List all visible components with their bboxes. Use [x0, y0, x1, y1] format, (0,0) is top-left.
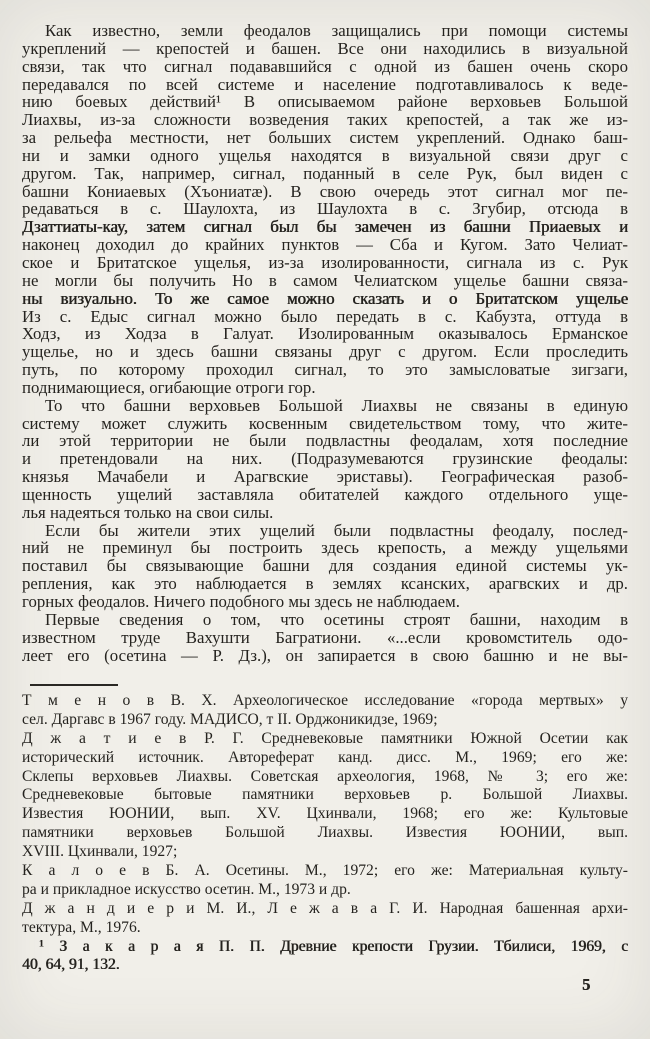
text-line: горных феодалов. Ничего подобного мы здесь не наблюдаем.	[22, 592, 460, 611]
text-line: Ходз, из Ходза в Галуат. Изолированным оказывалось Ерманское	[22, 324, 628, 344]
page-number: 5	[582, 975, 591, 994]
main-text	[22, 22, 628, 664]
text-line: Д ж а н д и е р и М. И., Л е ж а в а Г. И. Народная башенная архи-	[22, 899, 628, 917]
text-line: Если бы жители этих ущелий были подвластны феодалу, послед-	[45, 520, 628, 540]
text-line: 40, 64, 91, 132.	[22, 956, 120, 974]
text-line: башни Кониаевых (Хъониатæ). В свою очередь этот сигнал мог пе-	[22, 181, 628, 201]
text-line: исторический источник. Автореферат канд. дисс. М., 1969; его же:	[22, 748, 628, 766]
text-line: систему может служить косвенным свидетельством тому, что жите-	[22, 413, 628, 433]
paragraph	[22, 522, 628, 611]
text-line: укреплений — крепостей и башен. Все они находились в визуальной	[22, 38, 628, 58]
text-line: нию боевых действий¹ В описываемом районе верховьев Большой	[22, 92, 628, 112]
text-line: репления, как это наблюдается в землях ксанских, арагвских и др.	[22, 574, 628, 594]
footnote-entry	[22, 938, 628, 976]
text-line: не могли бы получить Но в самом Челиатском ущелье башни связа-	[22, 270, 628, 290]
text-line: XVIII. Цхинвали, 1927;	[22, 843, 178, 861]
text-line: ний не преминул бы построить здесь крепость, а между ущельями	[22, 538, 628, 558]
footnote-entry	[22, 692, 628, 730]
text-line: за рельефа местности, нет больших систем укреплений. Однако баш-	[22, 128, 628, 148]
text-line: поднимающиеся, огибающие отроги гор.	[22, 377, 316, 397]
footnote-entry	[22, 900, 628, 938]
text-line: лья надеяться только на свои силы.	[22, 502, 274, 522]
text-line: ны визуально. То же самое можно сказать и о Бритатском ущелье	[22, 288, 628, 308]
paragraph	[22, 611, 628, 665]
text-line: тектура, М., 1976.	[22, 918, 141, 936]
text-line: и претендовали на них. (Подразумеваются грузинские феодалы:	[22, 449, 628, 469]
footnotes	[22, 692, 628, 975]
text-line: ли этой территории не были подвластны феодалам, хотя последние	[22, 431, 628, 451]
text-line: передавался по всей системе и население подготавливалось к веде-	[22, 74, 628, 94]
text-line: Лиахвы, из-за сложности возведения таких крепостей, а так же из-	[22, 110, 628, 130]
text-line: князья Мачабели и Арагвские эриставы). Географическая разоб-	[22, 467, 628, 487]
text-line: щенность ущелий заставляла обитателей каждого отдельного уще-	[22, 484, 628, 504]
paragraph	[22, 22, 628, 397]
text-line: памятники верховьев Большой Лиахвы. Известия ЮОНИИ, вып.	[22, 824, 628, 842]
text-line: связи, так что сигнал подававшийся с одной из башен очень скоро	[22, 56, 628, 76]
text-line: Склепы верховьев Лиахвы. Советская археология, 1968, № 3; его же:	[22, 767, 628, 785]
text-line: известном труде Вахушти Багратиони. «...если кровомститель одо-	[22, 627, 628, 647]
text-line: поставил бы связывающие башни для создания единой системы ук-	[22, 556, 628, 576]
footnote-separator	[30, 684, 118, 686]
text-line: ¹ З а к а р а я П. П. Древние крепости Грузии. Тбилиси, 1969, с	[39, 937, 628, 955]
text-line: наконец доходил до крайних пунктов — Сба и Кугом. Зато Челиат-	[22, 235, 628, 255]
text-line: Известия ЮОНИИ, вып. XV. Цхинвали, 1968; его же: Культовые	[22, 805, 628, 823]
text-line: Из с. Едыс сигнал можно было передать в с. Кабузта, оттуда в	[22, 306, 628, 326]
text-line: ское и Бритатское ущелья, из-за изолированности, сигнала из с. Рук	[22, 252, 628, 272]
paragraph	[22, 397, 628, 522]
text-line: другом. Так, например, сигнал, поданный в селе Рук, был виден с	[22, 163, 628, 183]
text-line: К а л о е в Б. А. Осетины. М., 1972; его же: Материальная культу-	[22, 862, 628, 880]
text-line: Средневековые бытовые памятники верховьев р. Большой Лиахвы.	[22, 786, 628, 804]
text-line: Как известно, земли феодалов защищались при помощи системы	[45, 21, 628, 40]
text-line: Т м е н о в В. Х. Археологическое исследование «города мертвых» у	[22, 692, 628, 709]
footnote-entry	[22, 730, 628, 862]
text-line: Д ж а т и е в Р. Г. Средневековые памятники Южной Осетии как	[22, 729, 628, 747]
text-line: ни и замки одного ущелья находятся в визуальной связи друг с	[22, 145, 628, 165]
text-line: Дзаттиаты-кау, затем сигнал был бы замечен из башни Приаевых и	[22, 217, 628, 237]
text-line: ущелье, но и здесь башни связаны друг с другом. Если проследить	[22, 342, 628, 362]
text-line: редаваться в с. Шаулохта, из Шаулохта в с. Згубир, отсюда в	[22, 199, 628, 219]
text-line: Первые сведения о том, что осетины строят башни, находим в	[45, 609, 628, 629]
footnote-entry	[22, 862, 628, 900]
text-line: путь, по которому проходил сигнал, то это замысловатые зигзаги,	[22, 360, 628, 380]
text-line: ра и прикладное искусство осетин. М., 1973 и др.	[22, 880, 351, 898]
text-line: То что башни верховьев Большой Лиахвы не связаны в единую	[45, 395, 628, 415]
text-line: сел. Даргавс в 1967 году. МАДИСО, т II. Орджоникидзе, 1969;	[22, 710, 438, 728]
text-line: леет его (осетина — Р. Дз.), он запирается в свою башню и не вы-	[22, 645, 628, 665]
